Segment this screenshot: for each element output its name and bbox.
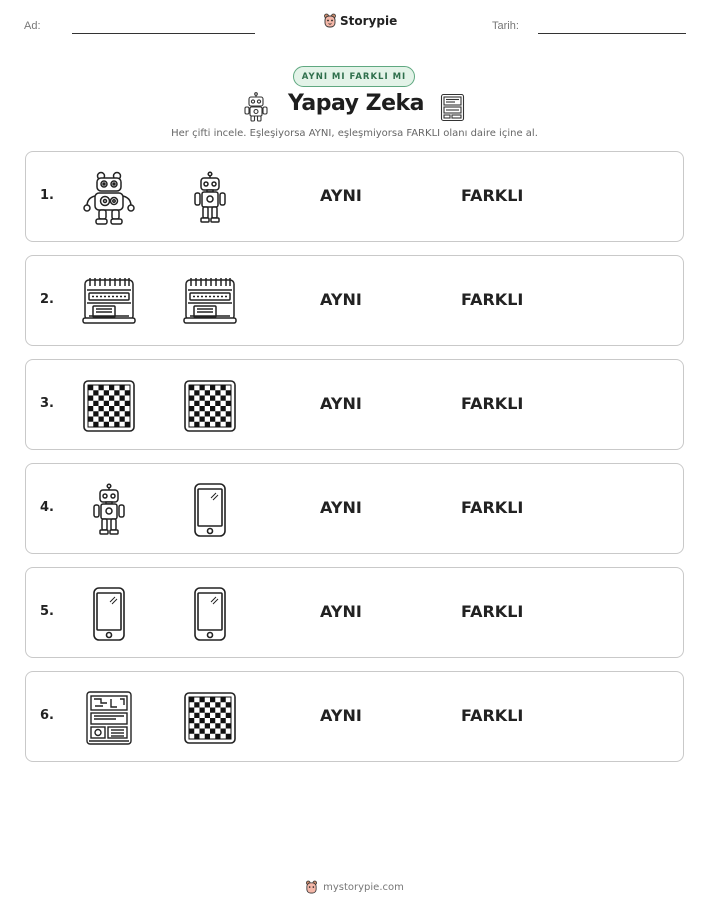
question-row: [25, 671, 684, 762]
footer-url[interactable]: mystorypie.com: [323, 882, 404, 893]
computer-circuit-icon: [81, 690, 137, 746]
printer-icon: [182, 274, 238, 330]
question-number: 3.: [40, 396, 54, 411]
question-row: [25, 359, 684, 450]
brand-name: Storypie: [340, 14, 398, 28]
option-different[interactable]: FARKLI: [461, 394, 524, 413]
question-number: 4.: [40, 500, 54, 515]
footer: [0, 880, 709, 895]
question-row: [25, 151, 684, 242]
question-number: 2.: [40, 292, 54, 307]
option-same[interactable]: AYNI: [320, 394, 362, 413]
robot-gears-icon: [81, 170, 137, 226]
brand-logo: [323, 13, 397, 29]
question-number: 1.: [40, 188, 54, 203]
question-row: [25, 463, 684, 554]
robot-icon: [81, 482, 137, 538]
option-same[interactable]: AYNI: [320, 602, 362, 621]
title-computer-icon: [440, 93, 465, 122]
worksheet-type-badge: AYNI MI FARKLI MI: [293, 66, 415, 87]
question-number: 6.: [40, 708, 54, 723]
smartphone-icon: [182, 586, 238, 642]
title-robot-icon: [243, 92, 269, 122]
question-row: [25, 255, 684, 346]
question-row: [25, 567, 684, 658]
page-title: Yapay Zeka: [287, 91, 425, 116]
option-different[interactable]: FARKLI: [461, 498, 524, 517]
name-label: Ad:: [24, 20, 41, 32]
chessboard-icon: [182, 378, 238, 434]
option-different[interactable]: FARKLI: [461, 706, 524, 725]
chessboard-icon: [182, 690, 238, 746]
instructions: Her çifti incele. Eşleşiyorsa AYNI, eşleşmiyorsa FARKLI olanı daire içine al.: [171, 128, 538, 139]
smartphone-icon: [182, 482, 238, 538]
option-same[interactable]: AYNI: [320, 498, 362, 517]
option-different[interactable]: FARKLI: [461, 186, 524, 205]
option-different[interactable]: FARKLI: [461, 290, 524, 309]
storypie-mascot-icon: [305, 880, 318, 895]
date-label: Tarih:: [492, 20, 519, 32]
smartphone-icon: [81, 586, 137, 642]
date-line[interactable]: [538, 33, 686, 34]
option-same[interactable]: AYNI: [320, 290, 362, 309]
option-different[interactable]: FARKLI: [461, 602, 524, 621]
chessboard-icon: [81, 378, 137, 434]
name-line[interactable]: [72, 33, 255, 34]
robot-icon: [182, 170, 238, 226]
option-same[interactable]: AYNI: [320, 706, 362, 725]
option-same[interactable]: AYNI: [320, 186, 362, 205]
printer-icon: [81, 274, 137, 330]
question-number: 5.: [40, 604, 54, 619]
storypie-mascot-icon: [323, 13, 337, 29]
